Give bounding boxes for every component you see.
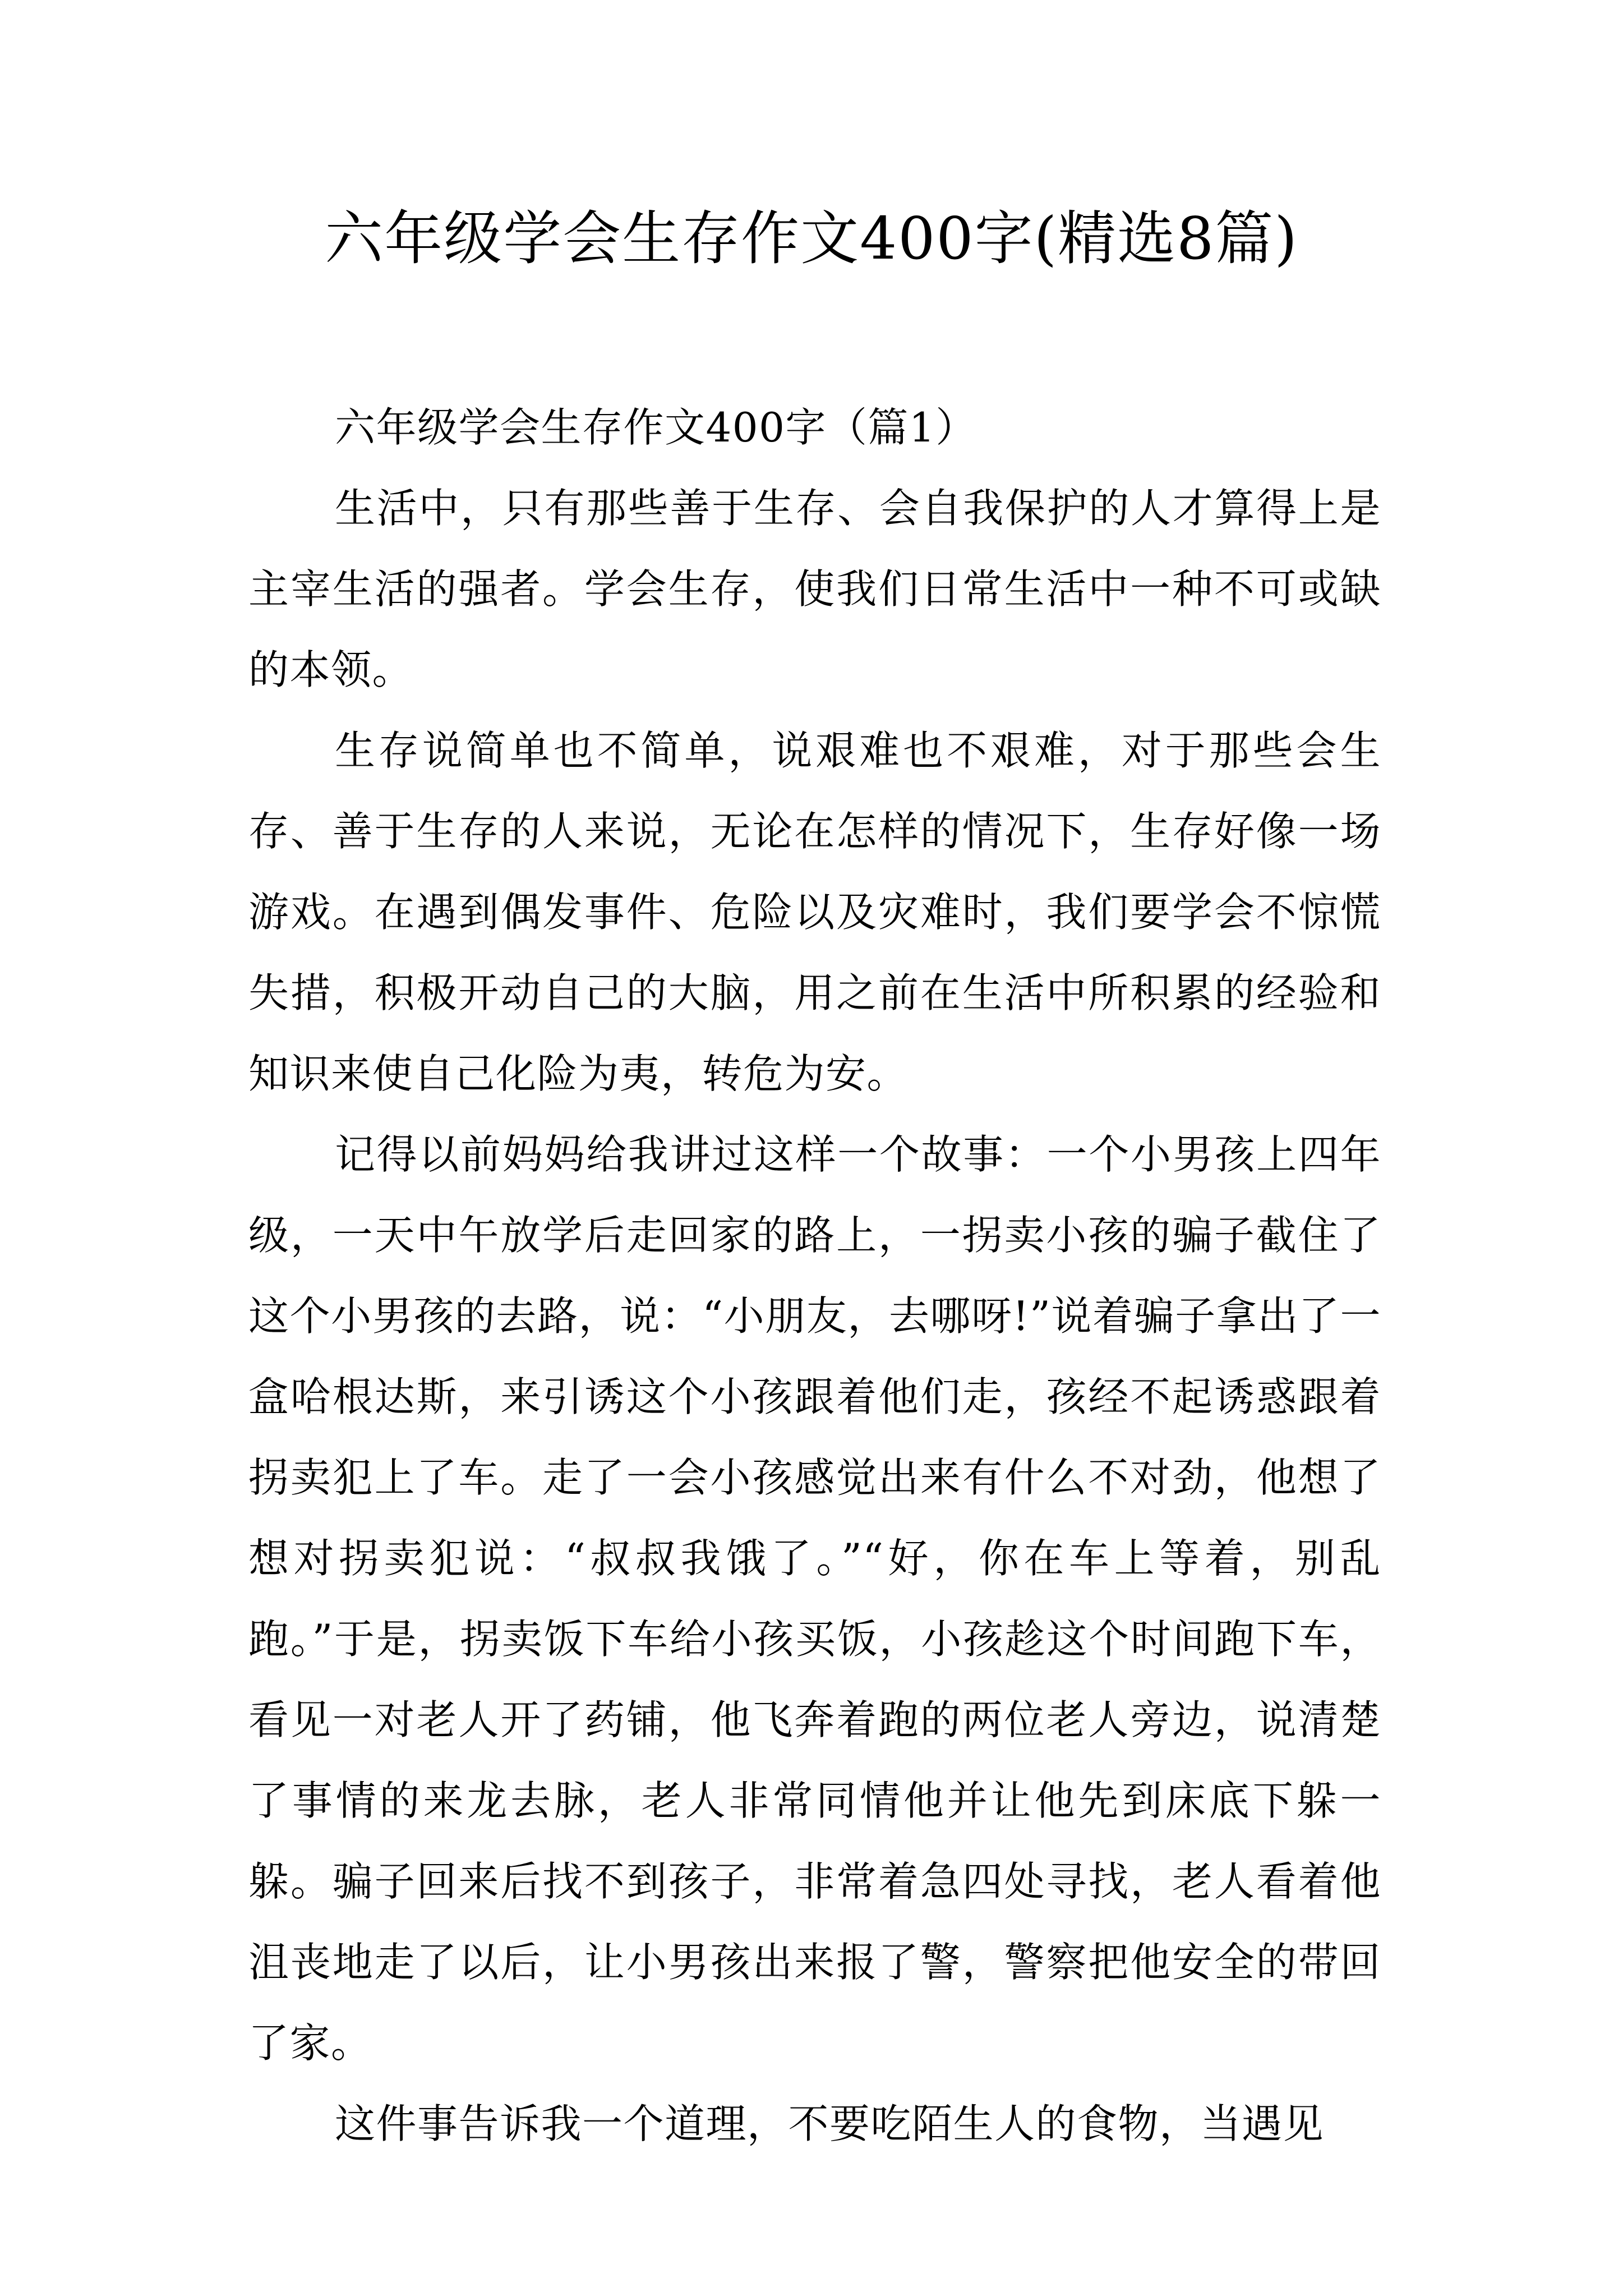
document-body <box>248 387 1381 2164</box>
section-heading: 六年级学会生存作文400字（篇1） <box>335 404 977 451</box>
body-paragraph: 这件事告诉我一个道理，不要吃陌生人的食物，当遇见 <box>335 2100 1325 2147</box>
body-paragraph: 生存说简单也不简单，说艰难也不艰难，对于那些会生存、善于生存的人来说，无论在怎样的情况下，生存好像一场游戏。在遇到偶发事件、危险以及灾难时，我们要学会不惊慌失措，积极开动自己的大脑，用之前在生活中所积累的经验和知识来使自己化险为夷，转危为安。 <box>248 727 1381 1097</box>
body-paragraph: 记得以前妈妈给我讲过这样一个故事：一个小男孩上四年级，一天中午放学后走回家的路上，一拐卖小孩的骗子截住了这个小男孩的去路，说：“小朋友，去哪呀!”说着骗子拿出了一盒哈根达斯，来引诱这个小孩跟着他们走，孩经不起诱惑跟着拐卖犯上了车。走了一会小孩感觉出来有什么不对劲，他想了想对拐卖犯说：“叔叔我饿了。”“好，你在车上等着，别乱跑。”于是，拐卖饭下车给小孩买饭，小孩趁这个时间跑下车，看见一对老人开了药铺，他飞奔着跑的两位老人旁边，说清楚了事情的来龙去脉，老人非常同情他并让他先到床底下躲一躲。骗子回来后找不到孩子，非常着急四处寻找，老人看着他沮丧地走了以后，让小男孩出来报了警，警察把他安全的带回了家。 <box>248 1131 1381 2067</box>
body-paragraph: 生活中，只有那些善于生存、会自我保护的人才算得上是主宰生活的强者。学会生存，使我们日常生活中一种不可或缺的本领。 <box>248 485 1381 693</box>
document-title: 六年级学会生存作文400字(精选8篇) <box>325 204 1298 273</box>
